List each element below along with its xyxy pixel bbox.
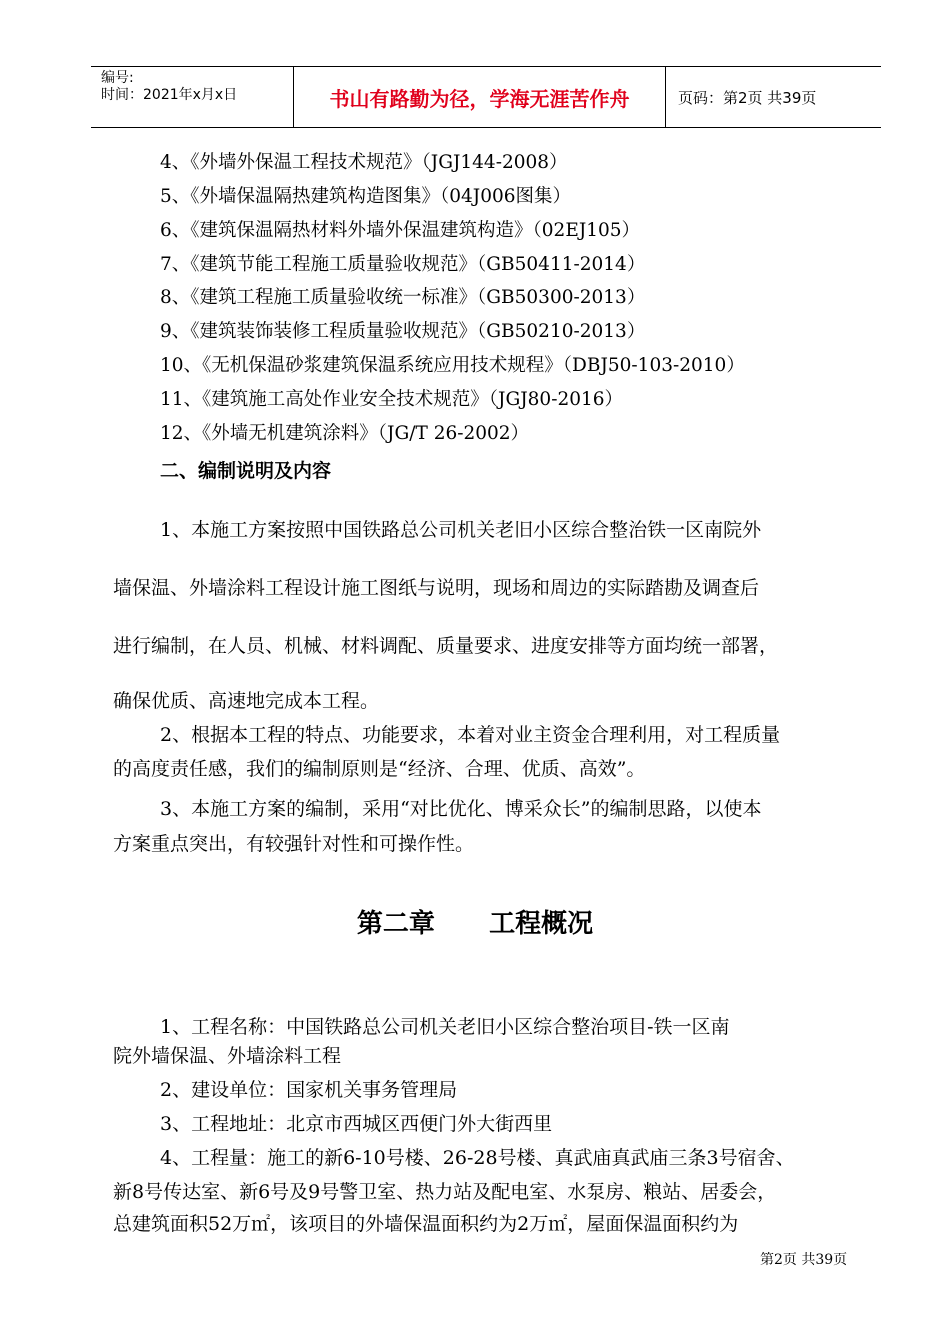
- reference-item: 11、《建筑施工高处作业安全技术规范》（JGJ80-2016）: [160, 389, 624, 410]
- paragraph-line: 1、本施工方案按照中国铁路总公司机关老旧小区综合整治铁一区南院外: [160, 519, 762, 541]
- reference-item: 5、《外墙保温隔热建筑构造图集》（04J006图集）: [160, 186, 572, 207]
- paragraph-line: 2、根据本工程的特点、功能要求，本着对业主资金合理利用，对工程质量: [160, 724, 781, 746]
- code-label: 编号:: [101, 70, 134, 86]
- overview-line: 2、建设单位：国家机关事务管理局: [160, 1079, 458, 1101]
- header-meta: [91, 67, 293, 127]
- overview-line: 4、工程量：施工的新6-10号楼、26-28号楼、真武庙真武庙三条3号宿舍、: [160, 1147, 795, 1169]
- paragraph-line: 墙保温、外墙涂料工程设计施工图纸与说明，现场和周边的实际踏勘及调查后: [113, 577, 760, 599]
- reference-item: 4、《外墙外保温工程技术规范》（JGJ144-2008）: [160, 152, 568, 173]
- paragraph-line: 进行编制，在人员、机械、材料调配、质量要求、进度安排等方面均统一部署，: [113, 635, 779, 657]
- overview-line: 3、工程地址：北京市西城区西便门外大街西里: [160, 1113, 553, 1135]
- header-motto: 书山有路勤为径，学海无涯苦作舟: [293, 67, 666, 127]
- reference-item: 12、《外墙无机建筑涂料》（JG/T 26-2002）: [160, 423, 530, 444]
- page-footer: 第2页 共39页: [760, 1252, 848, 1268]
- overview-line: 院外墙保温、外墙涂料工程: [113, 1045, 342, 1067]
- paragraph-line: 的高度责任感，我们的编制原则是“经济、合理、优质、高效”。: [113, 758, 646, 780]
- overview-line: 1、工程名称：中国铁路总公司机关老旧小区综合整治项目-铁一区南: [160, 1016, 730, 1038]
- reference-item: 8、《建筑工程施工质量验收统一标准》（GB50300-2013）: [160, 287, 646, 308]
- paragraph-line: 确保优质、高速地完成本工程。: [113, 690, 380, 712]
- time-label: 时间：2021年x月x日: [101, 87, 238, 103]
- paragraph-line: 3、本施工方案的编制，采用“对比优化、博采众长”的编制思路，以使本: [160, 798, 762, 820]
- overview-line: 新8号传达室、新6号及9号警卫室、热力站及配电室、水泵房、粮站、居委会，: [113, 1181, 777, 1203]
- overview-line: 总建筑面积52万㎡，该项目的外墙保温面积约为2万㎡，屋面保温面积约为: [113, 1213, 739, 1235]
- paragraph-line: 方案重点突出，有较强针对性和可操作性。: [113, 833, 475, 855]
- header-page-number: 页码：第2页 共39页: [678, 88, 817, 107]
- chapter-title: 第二章 工程概况: [356, 909, 594, 939]
- reference-item: 9、《建筑装饰装修工程质量验收规范》（GB50210-2013）: [160, 321, 646, 342]
- section-heading: 二、编制说明及内容: [160, 460, 332, 482]
- reference-item: 6、《建筑保温隔热材料外墙外保温建筑构造》（02EJ105）: [160, 220, 641, 241]
- reference-item: 10、《无机保温砂浆建筑保温系统应用技术规程》（DBJ50-103-2010）: [160, 355, 745, 376]
- page-header: [91, 66, 881, 128]
- reference-item: 7、《建筑节能工程施工质量验收规范》（GB50411-2014）: [160, 254, 646, 275]
